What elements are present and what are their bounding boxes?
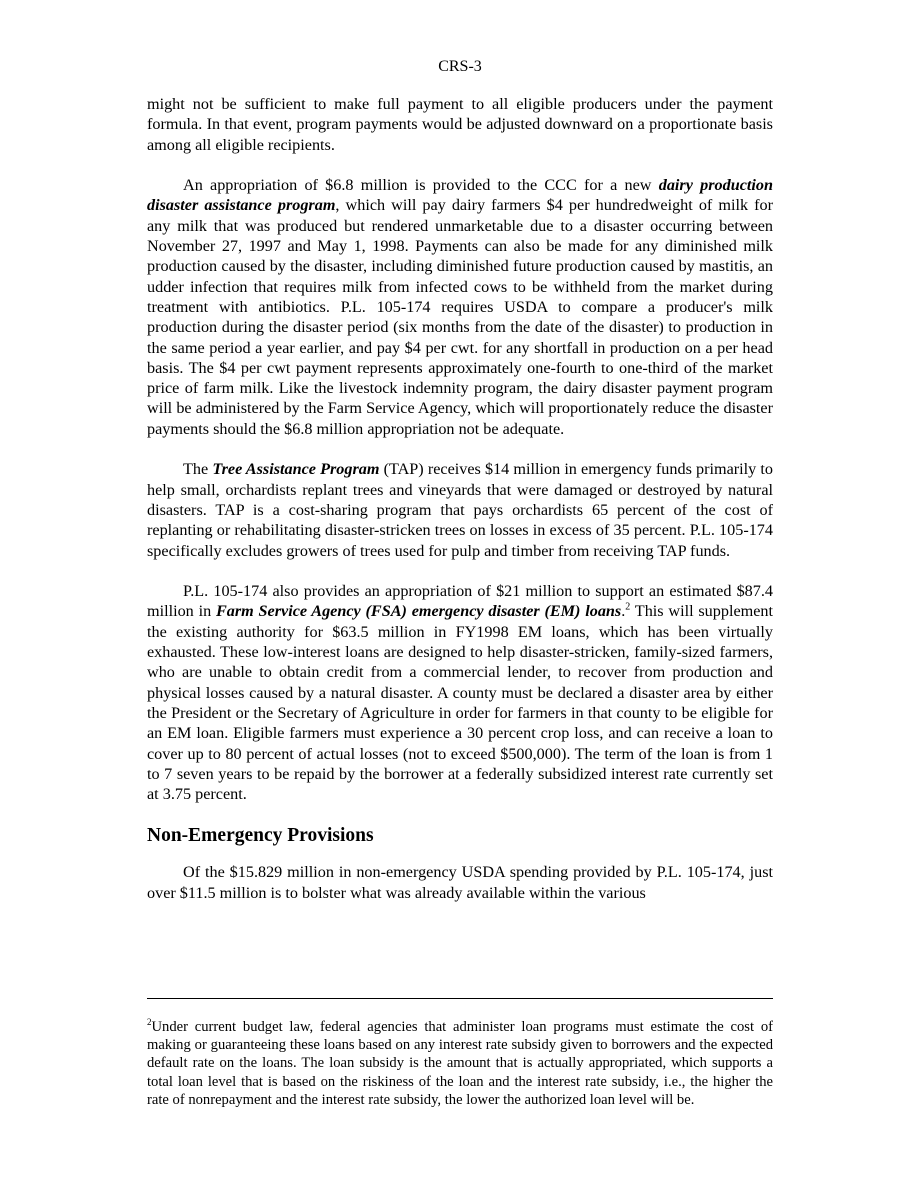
program-name-em-loans: Farm Service Agency (FSA) emergency disaster (EM) loans	[215, 602, 622, 621]
program-name-tap: Tree Assistance Program	[212, 460, 380, 479]
paragraph-rest: (TAP) receives $14 million in emergency funds primarily to help small, orchardists replant trees and vineyards that were damaged or destroyed by natural disasters. TAP is a cost-sharing program that pays orchardists 65 percent of the cost of replanting or rehabilitating disaster-stricken trees on losses in excess of 35 percent. P.L. 105-174 specifically excludes growers of trees used for pulp and timber from receiving TAP funds.	[147, 460, 773, 560]
paragraph-rest: , which will pay dairy farmers $4 per hundredweight of milk for any milk that was produced but rendered unmarketable due to a disaster occurring between November 27, 1997 and May 1, 1998. Payments can also be made for any diminished milk production caused by the disaster, including diminished future production caused by mastitis, an udder infection that requires milk from infected cows to be withheld from the market during treatment with antibiotics. P.L. 105-174 requires USDA to compare a producer's milk production during the disaster period (six months from the date of the disaster) to production in the same period a year earlier, and pay $4 per cwt. for any shortfall in production on a per head basis. The $4 per cwt payment represents approximately one-fourth to one-third of the market price of farm milk. Like the livestock indemnity program, the dairy disaster payment program will be administered by the Farm Service Agency, which will proportionately reduce the disaster payments should the $6.8 million appropriation not be adequate.	[147, 196, 773, 438]
paragraph-lead: The	[183, 460, 213, 479]
page-number: CRS-3	[438, 58, 482, 75]
paragraph-lead: P.L. 105-174 also provides an appropriation of $21 million to support an estimated $87.4 million in	[147, 582, 773, 621]
paragraph-em-loans	[147, 581, 773, 804]
footnote	[147, 1018, 773, 1109]
body-text	[147, 94, 773, 903]
paragraph-dairy-program	[147, 175, 773, 439]
paragraph-tree-assistance	[147, 459, 773, 560]
program-name-dairy: dairy production disaster assistance program	[147, 176, 773, 215]
section-heading: Non-Emergency Provisions	[147, 825, 374, 847]
footnote-divider	[147, 998, 773, 999]
paragraph-rest: This will supplement the existing authority for $63.5 million in FY1998 EM loans, which has been virtually exhausted. These low-interest loans are designed to help disaster-stricken, family-sized farmers, who are unable to obtain credit from a commercial lender, to recover from production and physical losses caused by a natural disaster. A county must be declared a disaster area by either the President or the Secretary of Agriculture in order for farmers in that county to be eligible for an EM loan. Eligible farmers must experience a 30 percent crop loss, and can receive a loan to cover up to 80 percent of actual losses (not to exceed $500,000). The term of the loan is from 1 to 7 seven years to be repaid by the borrower at a federally subsidized interest rate currently set at 3.75 percent.	[147, 602, 773, 804]
paragraph-period: .	[621, 602, 626, 621]
paragraph-lead: An appropriation of $6.8 million is provided to the CCC for a new	[183, 176, 659, 195]
paragraph-continued: might not be sufficient to make full payment to all eligible producers under the payment formula. In that event, program payments would be adjusted downward on a proportionate basis among all eligible recipients.	[147, 95, 773, 154]
paragraph-non-emergency: Of the $15.829 million in non-emergency USDA spending provided by P.L. 105-174, just over $11.5 million is to bolster what was already available within the various	[147, 863, 773, 902]
footnote-text: Under current budget law, federal agencies that administer loan programs must estimate the cost of making or guaranteeing these loans based on any interest rate subsidy given to borrowers and the expected default rate on the loans. The loan subsidy is the amount that is actually appropriated, which supports a total loan level that is based on the riskiness of the loan and the interest rate subsidy, i.e., the higher the rate of nonrepayment and the interest rate subsidy, the lower the authorized loan level will be.	[147, 1019, 773, 1108]
footnote-reference: 2	[625, 602, 631, 614]
footnote-marker: 2	[147, 1017, 152, 1028]
